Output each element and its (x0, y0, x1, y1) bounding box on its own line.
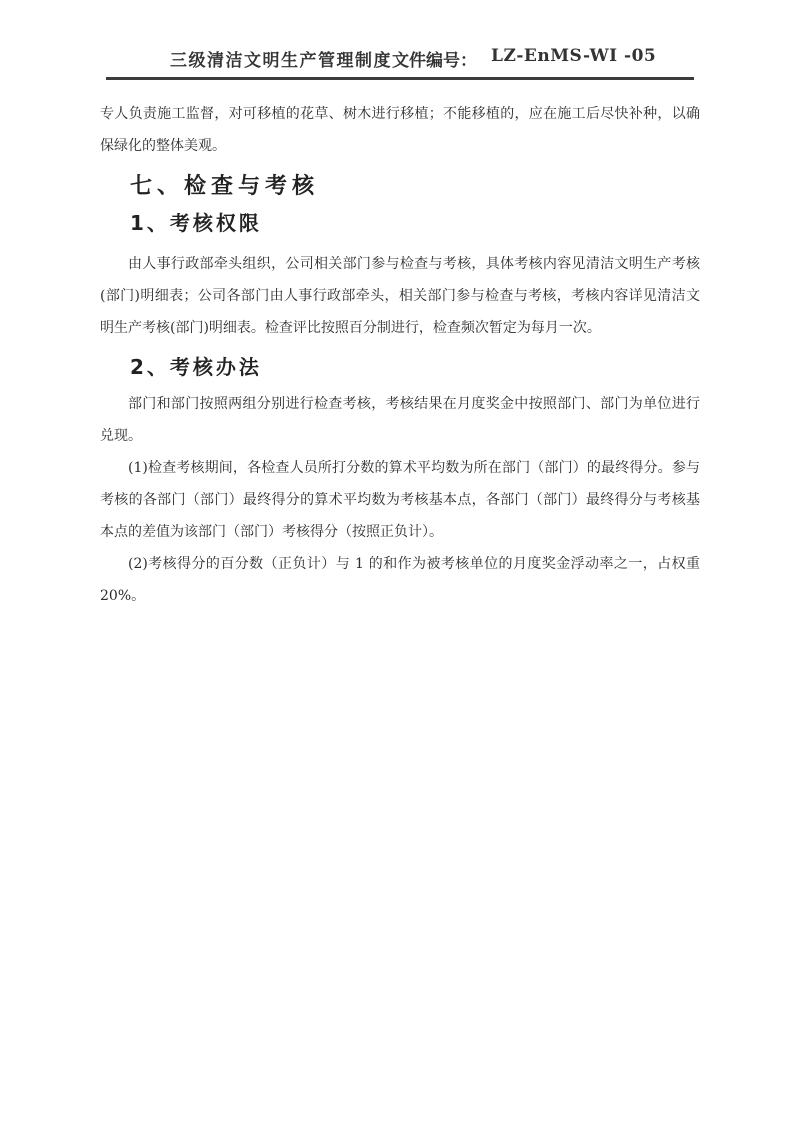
doc-number-label: 文件编号： (392, 51, 477, 71)
document-title: 三级清洁文明生产管理制度 (170, 51, 392, 71)
subheading-assessment-method: 2、考核办法 (130, 355, 262, 379)
paragraph-item-2: (2)考核得分的百分数（正负计）与 1 的和作为被考核单位的月度奖金浮动率之一，占权重 20%。 (100, 556, 700, 604)
doc-number-value: LZ-EnMS-WI -05 (491, 46, 657, 66)
doc-number (392, 46, 656, 71)
page-header (100, 0, 700, 70)
paragraph-greening-continuation: 专人负责施工监督，对可移植的花草、树木进行移植；不能移植的，应在施工后尽快补种，以确 保绿化的整体美观。 (100, 106, 700, 154)
paragraph-item-1: (1)检查考核期间，各检查人员所打分数的算术平均数为所在部门（部门）的最终得分。参与 考核的各部门（部门）最终得分的算术平均数为考核基本点，各部门（部门）最终得分与考核基 本点的差值为该部门（部门）考核得分（按照正负计）。 (100, 460, 700, 540)
paragraph-assessment-method: 部门和部门按照两组分别进行检查考核，考核结果在月度奖金中按照部门、部门为单位进行 兑现。 (100, 396, 700, 444)
paragraph-assessment-authority: 由人事行政部牵头组织，公司相关部门参与检查与考核，具体考核内容见清洁文明生产考核 (部门)明细表；公司各部门由人事行政部牵头，相关部门参与检查与考核，考核内容详见清洁文 明生产考核(部门)明细表。检查评比按照百分制进行，检查频次暂定为每月一次。 (100, 256, 700, 336)
document-body (100, 80, 700, 612)
section-heading-inspection-assessment: 七、检查与考核 (130, 174, 320, 199)
subheading-assessment-authority: 1、考核权限 (130, 211, 262, 235)
